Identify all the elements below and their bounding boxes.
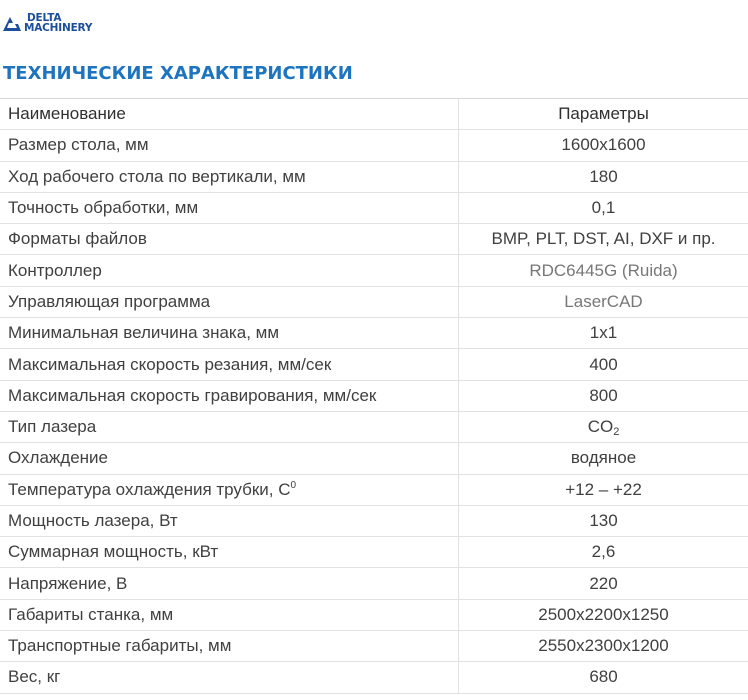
table-row — [0, 286, 748, 317]
table-row — [0, 631, 748, 662]
specs-table — [0, 98, 748, 694]
spec-name-text: Управляющая программа — [8, 291, 211, 311]
page-title: ТЕХНИЧЕСКИЕ ХАРАКТЕРИСТИКИ — [3, 63, 353, 84]
spec-name — [0, 349, 459, 380]
delta-triangle-icon — [2, 13, 22, 33]
spec-value-text: 680 — [589, 667, 618, 687]
spec-value — [459, 411, 748, 442]
spec-value-text: 400 — [589, 354, 618, 374]
spec-name-text: Температура охлаждения трубки, С — [8, 479, 291, 499]
spec-value-text: BMP, PLT, DST, AI, DXF и пр. — [491, 229, 716, 249]
spec-value — [459, 474, 748, 505]
spec-value — [459, 318, 748, 349]
table-row — [0, 318, 748, 349]
spec-name — [0, 599, 459, 630]
spec-name — [0, 130, 459, 161]
spec-name — [0, 443, 459, 474]
spec-name — [0, 224, 459, 255]
spec-name-text: Напряжение, В — [8, 573, 128, 593]
spec-name-text: Габариты станка, мм — [8, 604, 174, 624]
spec-name-text: Размер стола, мм — [8, 135, 149, 155]
spec-name — [0, 380, 459, 411]
table-row — [0, 474, 748, 505]
spec-name — [0, 255, 459, 286]
spec-name — [0, 537, 459, 568]
spec-name — [0, 568, 459, 599]
spec-value — [459, 255, 748, 286]
spec-name-text: Ход рабочего стола по вертикали, мм — [8, 166, 306, 186]
table-row — [0, 568, 748, 599]
spec-name-text: Контроллер — [8, 260, 102, 280]
spec-name-superscript: 0 — [290, 479, 297, 491]
spec-name-text: Суммарная мощность, кВт — [8, 542, 219, 562]
spec-value — [459, 662, 748, 693]
spec-name-text: Мощность лазера, Вт — [8, 511, 178, 530]
spec-value-text: 220 — [589, 573, 618, 593]
spec-value — [459, 161, 748, 192]
spec-value-text: 180 — [589, 166, 618, 186]
spec-value-text: 2500х2200х1250 — [538, 604, 669, 624]
spec-name — [0, 505, 459, 536]
brand-line1: DELTA — [27, 12, 62, 24]
spec-value-text: LaserCAD — [564, 291, 643, 311]
spec-value — [459, 537, 748, 568]
table-row — [0, 411, 748, 442]
spec-name — [0, 662, 459, 693]
spec-value-text: RDC6445G (Ruida) — [529, 260, 678, 280]
spec-value-text: CO — [587, 416, 614, 436]
spec-name-text: Форматы файлов — [8, 229, 147, 249]
spec-name-text: Транспортные габариты, мм — [8, 636, 232, 656]
spec-name-text: Тип лазера — [8, 417, 97, 437]
table-row — [0, 349, 748, 380]
spec-name-text: Минимальная величина знака, мм — [8, 323, 280, 343]
spec-value-text: +12 – +22 — [565, 479, 642, 499]
header-name: Наименование — [0, 99, 459, 130]
spec-value-text: 0,1 — [591, 198, 616, 218]
spec-value — [459, 286, 748, 317]
table-row — [0, 161, 748, 192]
spec-value-text: 2550х2300х1200 — [538, 636, 669, 656]
specs-table-body — [0, 130, 748, 693]
table-row — [0, 192, 748, 223]
spec-name-text: Максимальная скорость гравирования, мм/сек — [8, 385, 377, 405]
spec-name-text: Охлаждение — [8, 448, 108, 468]
spec-value-subscript: 2 — [613, 425, 620, 438]
spec-name — [0, 318, 459, 349]
table-row — [0, 443, 748, 474]
brand-logo — [2, 13, 92, 33]
spec-name — [0, 631, 459, 662]
spec-value — [459, 130, 748, 161]
spec-value — [459, 224, 748, 255]
spec-value — [459, 505, 748, 536]
spec-value — [459, 631, 748, 662]
spec-value — [459, 599, 748, 630]
spec-value-text: водяное — [570, 448, 637, 468]
spec-name — [0, 192, 459, 223]
table-row — [0, 255, 748, 286]
table-row — [0, 537, 748, 568]
spec-name — [0, 286, 459, 317]
spec-value — [459, 568, 748, 599]
spec-name-text: Максимальная скорость резания, мм/сек — [8, 354, 332, 374]
spec-value-text: 800 — [589, 385, 618, 405]
table-row — [0, 505, 748, 536]
spec-value — [459, 349, 748, 380]
spec-name — [0, 474, 459, 505]
spec-value — [459, 192, 748, 223]
spec-name — [0, 161, 459, 192]
spec-value-text: 1х1 — [589, 323, 618, 343]
spec-name-text: Точность обработки, мм — [8, 198, 199, 218]
spec-name-text: Вес, кг — [8, 667, 61, 687]
spec-name — [0, 411, 459, 442]
table-row — [0, 662, 748, 693]
brand-name — [24, 13, 92, 33]
spec-value — [459, 443, 748, 474]
spec-value — [459, 380, 748, 411]
spec-value-text: 1600х1600 — [561, 135, 646, 155]
table-row — [0, 130, 748, 161]
table-row — [0, 599, 748, 630]
spec-value-text: 2,6 — [591, 542, 616, 562]
table-row — [0, 380, 748, 411]
brand-line2: MACHINERY — [24, 22, 93, 34]
table-header-row — [0, 99, 748, 130]
spec-value-text: 130 — [589, 511, 618, 530]
header-value: Параметры — [459, 99, 748, 130]
table-row — [0, 224, 748, 255]
